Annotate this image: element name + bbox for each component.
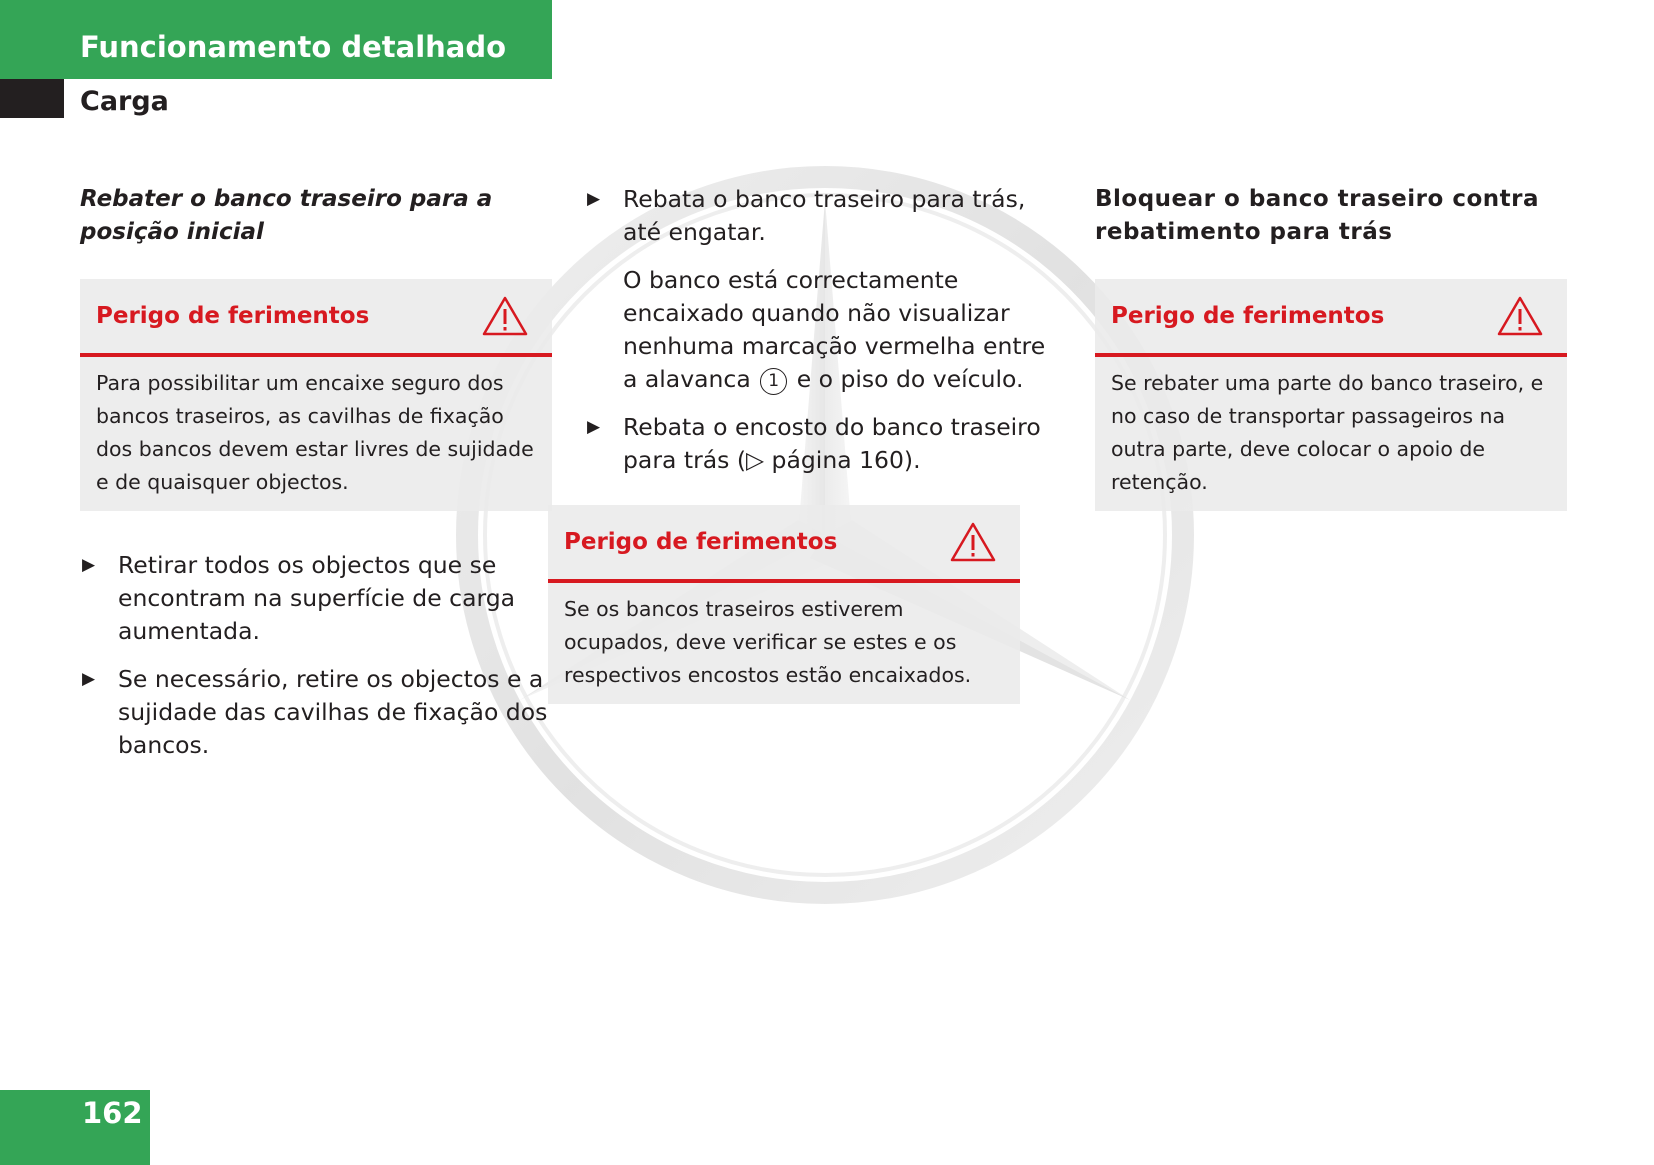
warning-triangle-icon xyxy=(950,522,996,562)
warning-header xyxy=(548,505,1020,583)
list-item xyxy=(80,663,552,762)
warning-triangle-icon xyxy=(482,296,528,336)
bullet-arrow-icon: ▶ xyxy=(587,189,601,209)
column-2 xyxy=(564,183,1057,704)
warning-header xyxy=(80,279,552,357)
warning-title: Perigo de ferimentos xyxy=(564,529,838,555)
section-title: Carga xyxy=(80,86,169,117)
warning-header xyxy=(1095,279,1567,357)
warning-triangle-icon xyxy=(1497,296,1543,336)
warning-box xyxy=(548,505,1020,704)
chapter-title: Funcionamento detalhado xyxy=(80,30,507,64)
note-paragraph xyxy=(585,264,1057,396)
subheading-lock-seat: Bloquear o banco traseiro contra rebatimento para trás xyxy=(1095,186,1539,245)
bullet-arrow-icon: ▶ xyxy=(82,669,96,689)
subheading-reset-seat: Rebater o banco traseiro para a posição inicial xyxy=(80,186,493,245)
list-item-text: Rebata o encosto do banco traseiro para trás (▷ página 160). xyxy=(623,413,1041,474)
section-marker xyxy=(0,79,64,118)
list-item xyxy=(585,411,1057,477)
list-item xyxy=(80,549,552,648)
warning-box xyxy=(80,279,552,511)
warning-text: Se os bancos traseiros estiverem ocupados, deve verificar se estes e os respectivos encostos estão encaixados. xyxy=(564,597,972,687)
note-text-after: e o piso do veículo. xyxy=(796,365,1024,393)
list-item-text: Se necessário, retire os objectos e a sujidade das cavilhas de fixação dos bancos. xyxy=(118,665,548,759)
warning-title: Perigo de ferimentos xyxy=(96,303,370,329)
list-item-text: Rebata o banco traseiro para trás, até engatar. xyxy=(623,185,1026,246)
column-3 xyxy=(1095,183,1567,511)
bullet-arrow-icon: ▶ xyxy=(587,417,601,437)
warning-text: Se rebater uma parte do banco traseiro, e no caso de transportar passageiros na outra parte, deve colocar o apoio de retenção. xyxy=(1111,371,1544,494)
warning-box xyxy=(1095,279,1567,511)
callout-marker-1: 1 xyxy=(760,368,787,395)
note-text-before: O banco está correctamente encaixado quando não visualizar nenhuma marcação vermelha entre a alavanca xyxy=(623,266,1046,393)
bullet-arrow-icon: ▶ xyxy=(82,555,96,575)
page-number: 162 xyxy=(82,1096,143,1130)
list-item-text: Retirar todos os objectos que se encontram na superfície de carga aumentada. xyxy=(118,551,516,645)
column-1 xyxy=(80,183,552,777)
warning-title: Perigo de ferimentos xyxy=(1111,303,1385,329)
list-item xyxy=(585,183,1057,249)
warning-text: Para possibilitar um encaixe seguro dos bancos traseiros, as cavilhas de fixação dos bancos devem estar livres de sujidade e de quaisquer objectos. xyxy=(96,371,534,494)
